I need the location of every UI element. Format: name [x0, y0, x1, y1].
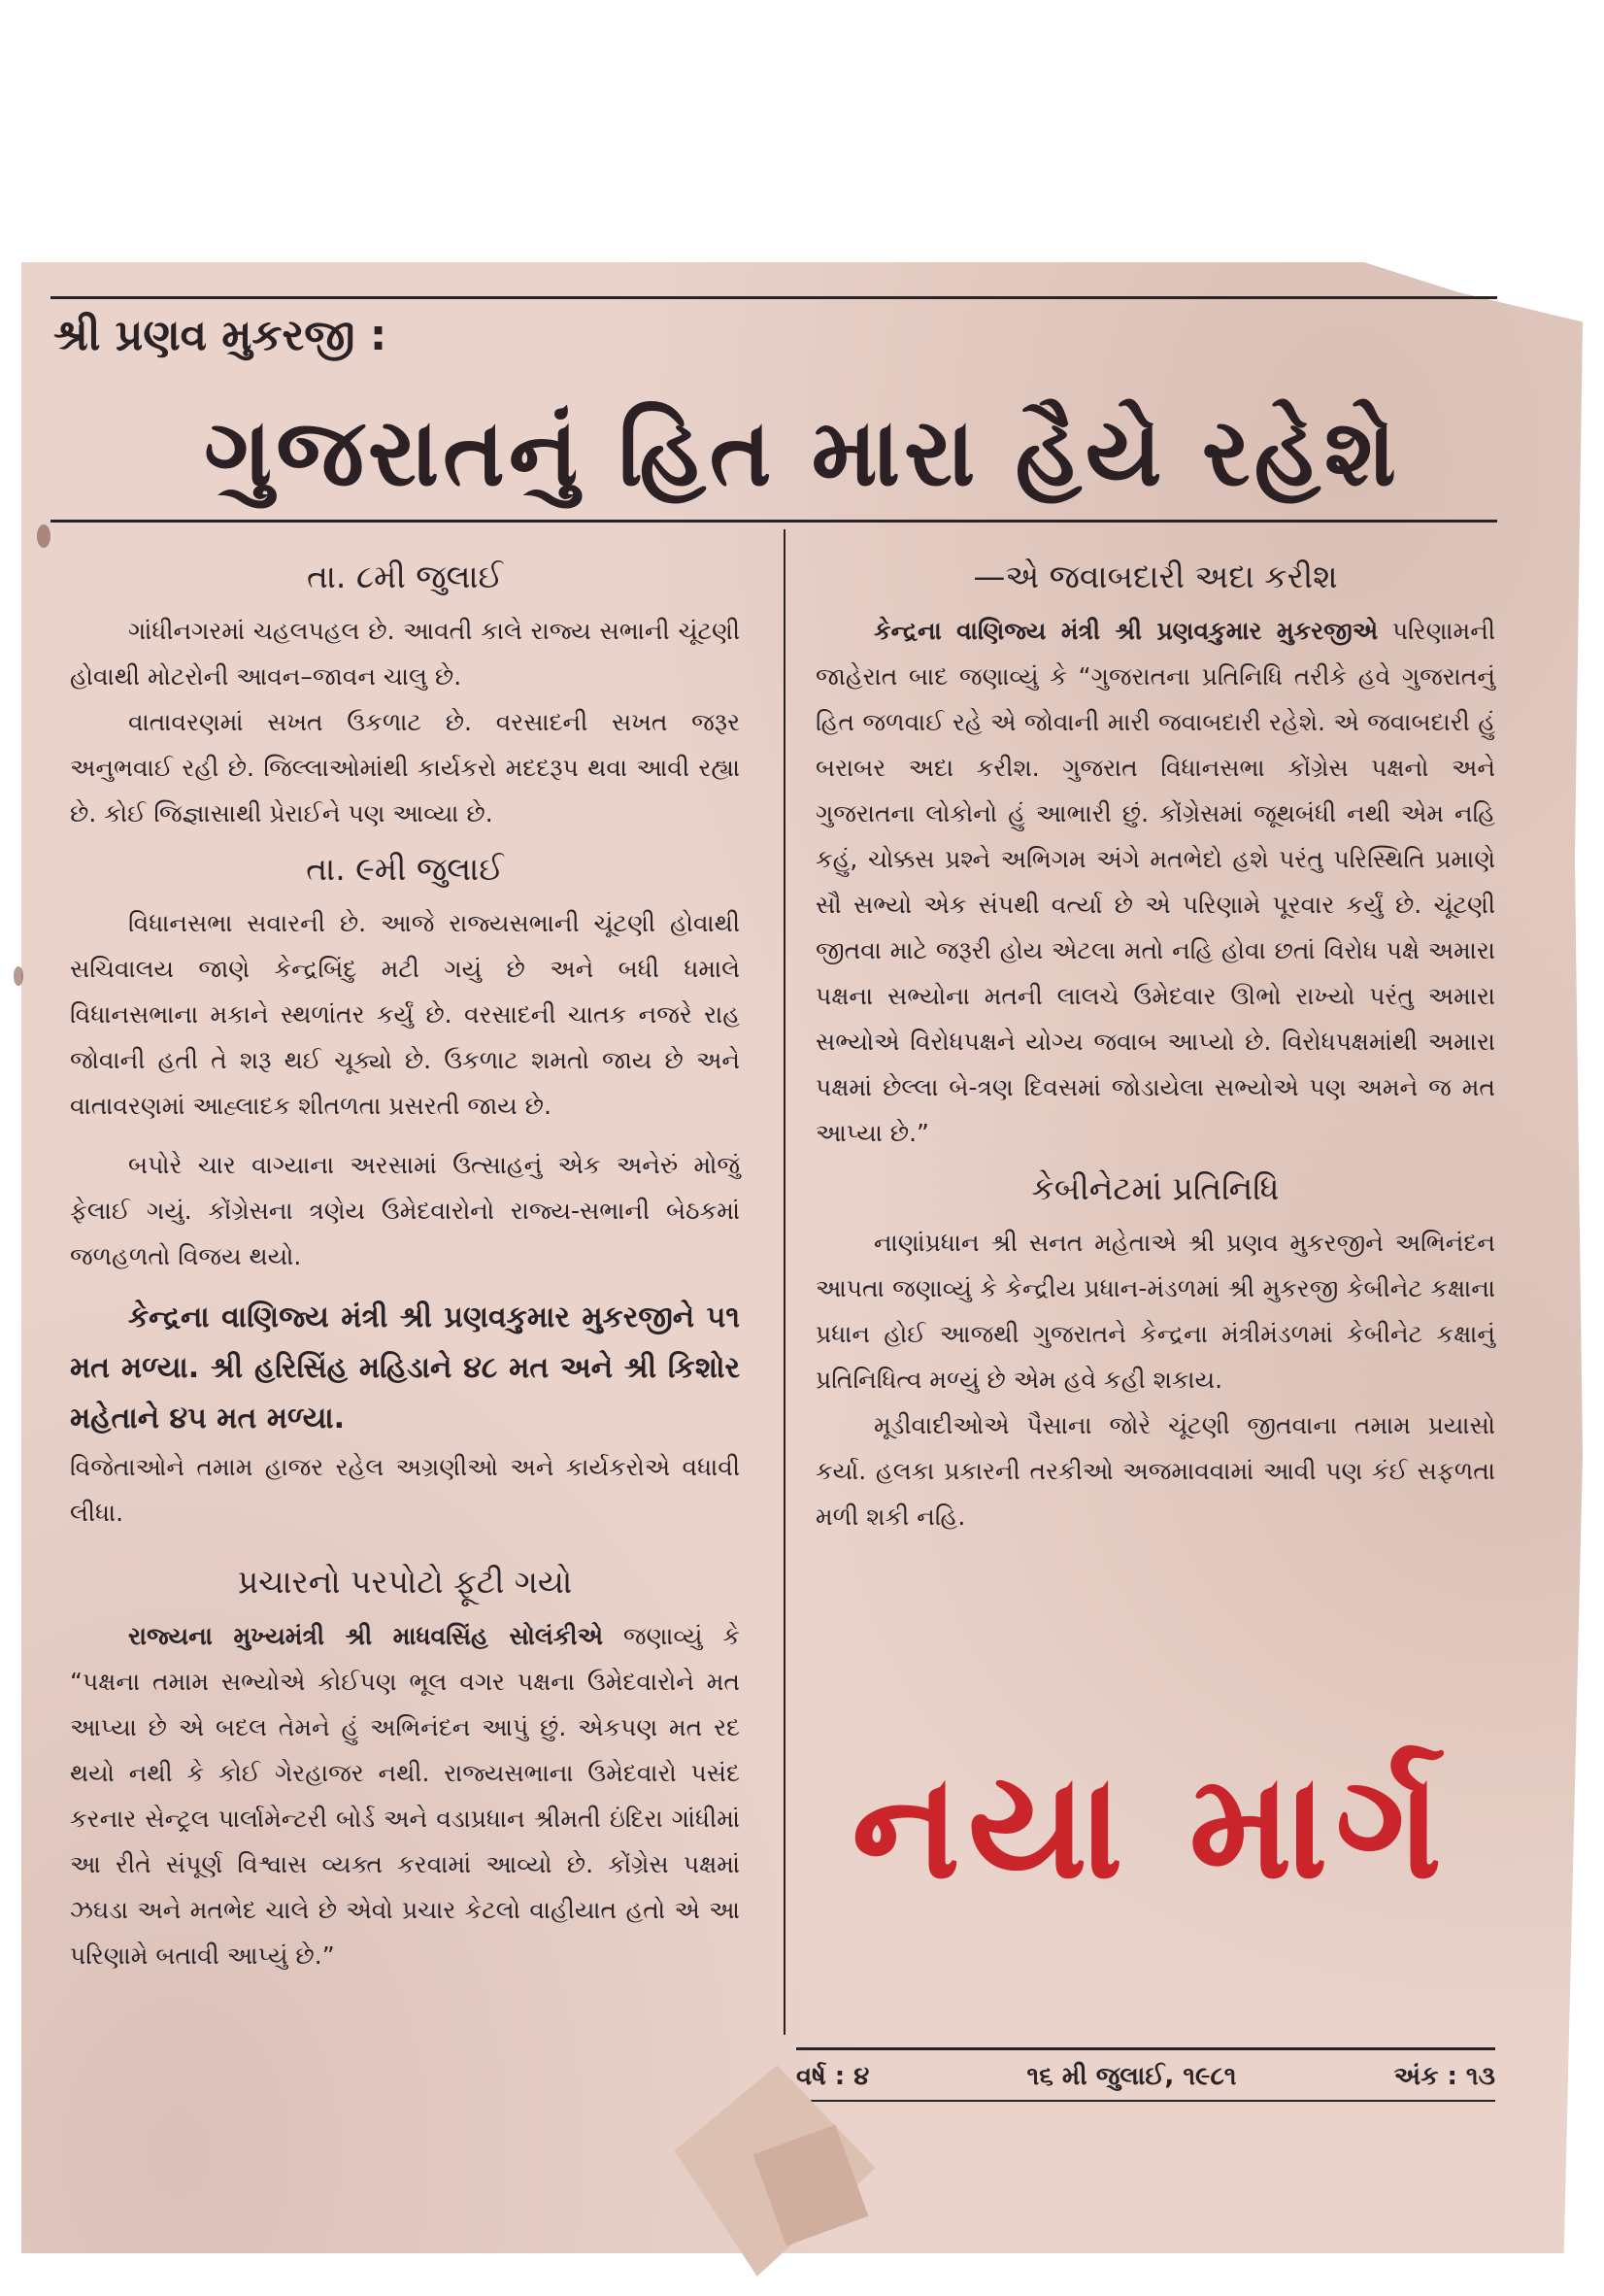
- top-rule: [50, 296, 1497, 299]
- headline: ગુજરાતનું હિત મારા હૈયે રહેશે: [204, 398, 1400, 507]
- subheading: કેબીનેટમાં પ્રતિનિધિ: [1031, 1169, 1280, 1207]
- paragraph: નાણાંપ્રધાન શ્રી સનત મહેતાએ શ્રી પ્રણવ મુકરજીને અભિનંદન આપતા જણાવ્યું કે કેન્દ્રીય પ્રધાન-મંડળમાં શ્રી મુકરજી કેબીનેટ કક્ષાના પ્રધાન હોઈ આજથી ગુજરાતને કેન્દ્રના મંત્રીમંડળમાં કેબીનેટ કક્ષાનું પ્રતિનિધિત્વ મળ્યું છે એમ હવે કહી શકાય.: [816, 1229, 1495, 1394]
- issue-footer: [796, 2057, 1495, 2096]
- paragraph: પરિણામની જાહેરાત બાદ જણાવ્યું કે “ગુજરાતના પ્રતિનિધિ તરીકે હવે ગુજરાતનું હિત જળવાઈ રહે એ જોવાની મારી જવાબદારી રહેશે. એ જવાબદારી હું બરાબર અદા કરીશ. ગુજરાત વિધાનસભા કોંગ્રેસ પક્ષનો અને ગુજરાતના લોકોનો હું આભારી છું. કોંગ્રેસમાં જૂથબંધી નથી એમ નહિ કહું, ચોક્કસ પ્રશ્ને અભિગમ અંગે મતભેદો હશે પરંતુ પરિસ્થિતિ પ્રમાણે સૌ સભ્યો એક સંપથી વર્ત્યા છે એ પરિણામે પૂરવાર કર્યું છે. ચૂંટણી જીતવા માટે જરૂરી હોય એટલા મતો નહિ હોવા છતાં વિરોધ પક્ષે અમારા પક્ષના સભ્યોના મતની લાલચે ઉમેદવાર ઊભો રાખ્યો પરંતુ અમારા સભ્યોએ વિરોધપક્ષને યોગ્ય જવાબ આપ્યો છે. વિરોધપક્ષમાંથી અમારા પક્ષમાં છેલ્લા બે-ત્રણ દિવસમાં જોડાયેલા સભ્યોએ પણ અમને જ મત આપ્યા છે.”: [816, 617, 1495, 1147]
- paragraph: જણાવ્યું કે “પક્ષના તમામ સભ્યોએ કોઈપણ ભૂલ વગર પક્ષના ઉમેદવારોને મત આપ્યા છે એ બદલ તેમને હું અભિનંદન આપું છું. એકપણ મત રદ થયો નથી કે કોઈ ગેરહાજર નથી. રાજ્યસભાના ઉમેદવારો પસંદ કરનાર સેન્ટ્રલ પાર્લામેન્ટરી બોર્ડ અને વડાપ્રધાન શ્રીમતી ઇંદિરા ગાંધીમાં આ રીતે સંપૂર્ણ વિશ્વાસ વ્યક્ત કરવામાં આવ્યો છે. કોંગ્રેસ પક્ષમાં ઝઘડા અને મતભેદ ચાલે છે એવો પ્રચાર કેટલો વાહીયાત હતો એ આ પરિણામે બતાવી આપ્યું છે.”: [70, 1622, 741, 1970]
- footer-rule-top: [796, 2047, 1495, 2050]
- masthead-logo: નયા માર્ગ: [852, 1740, 1450, 1911]
- issue-date: ૧૬ મી જુલાઈ, ૧૯૮૧: [1026, 2061, 1237, 2091]
- paragraph: વિધાનસભા સવારની છે. આજે રાજ્યસભાની ચૂંટણી હોવાથી સચિવાલય જાણે કેન્દ્રબિંદુ મટી ગયું છે અને બધી ધમાલે વિધાનસભાના મકાને સ્થળાંતર કર્યું છે. વરસાદની ચાતક નજરે રાહ જોવાની હતી તે શરૂ થઈ ચૂક્યો છે. ઉકળાટ શમતો જાય છે અને વાતાવરણમાં આહ્લાદક શીતળતા પ્રસરતી જાય છે.: [70, 909, 740, 1120]
- column-divider: [784, 529, 785, 2035]
- stain: [37, 524, 50, 548]
- cm-name: રાજ્યના મુખ્યમંત્રી શ્રી માધવસિંહ સોલંકીએ: [128, 1622, 603, 1650]
- minister-name: કેન્દ્રના વાણિજ્ય મંત્રી શ્રી પ્રણવકુમાર મુકરજીએ: [874, 617, 1379, 645]
- right-column: [816, 544, 1495, 1539]
- stain: [14, 966, 23, 986]
- kicker: શ્રી પ્રણવ મુકરજી :: [53, 311, 387, 360]
- paragraph: વિજેતાઓને તમામ હાજર રહેલ અગ્રણીઓ અને કાર્યકરોએ વધાવી લીધા.: [70, 1453, 740, 1527]
- subheading: પ્રચારનો પરપોટો ફૂટી ગયો: [237, 1563, 573, 1601]
- paragraph: બપોરે ચાર વાગ્યાના અરસામાં ઉત્સાહનું એક અનેરું મોજું ફેલાઈ ગયું. કોંગ્રેસના ત્રણેય ઉમેદવારોનો રાજ્ય-સભાની બેઠકમાં જળહળતો વિજય થયો.: [70, 1151, 740, 1270]
- subheading: —એ જવાબદારી અદા કરીશ: [973, 557, 1338, 595]
- results-paragraph: કેન્દ્રના વાણિજ્ય મંત્રી શ્રી પ્રણવકુમાર મુકરજીને ૫૧ મત મળ્યા. શ્રી હરિસિંહ મહિડાને ૪૮ મત અને શ્રી કિશોર મહેતાને ૪૫ મત મળ્યા.: [70, 1300, 740, 1435]
- paragraph: વાતાવરણમાં સખત ઉકળાટ છે. વરસાદની સખત જરૂર અનુભવાઈ રહી છે. જિલ્લાઓમાંથી કાર્યકરો મદદરૂપ થવા આવી રહ્યા છે. કોઈ જિજ્ઞાસાથી પ્રેરાઈને પણ આવ્યા છે.: [70, 708, 740, 827]
- footer-rule-bottom: [796, 2100, 1495, 2102]
- issue-number: અંક : ૧૩: [1393, 2061, 1495, 2091]
- date-heading-1: તા. ૮મી જુલાઈ: [306, 557, 504, 595]
- left-column: [70, 544, 740, 1978]
- volume-label: વર્ષ : ૪: [796, 2061, 870, 2091]
- paragraph: મૂડીવાદીઓએ પૈસાના જોરે ચૂંટણી જીતવાના તમામ પ્રયાસો કર્યા. હલકા પ્રકારની તરકીઓ અજમાવવામાં આવી પણ કંઈ સફળતા મળી શકી નહિ.: [816, 1411, 1495, 1531]
- date-heading-2: તા. ૯મી જુલાઈ: [306, 850, 504, 888]
- paragraph: ગાંધીનગરમાં ચહલપહલ છે. આવતી કાલે રાજ્ય સભાની ચૂંટણી હોવાથી મોટરોની આવન–જાવન ચાલુ છે.: [70, 617, 740, 691]
- headline-rule: [50, 520, 1497, 523]
